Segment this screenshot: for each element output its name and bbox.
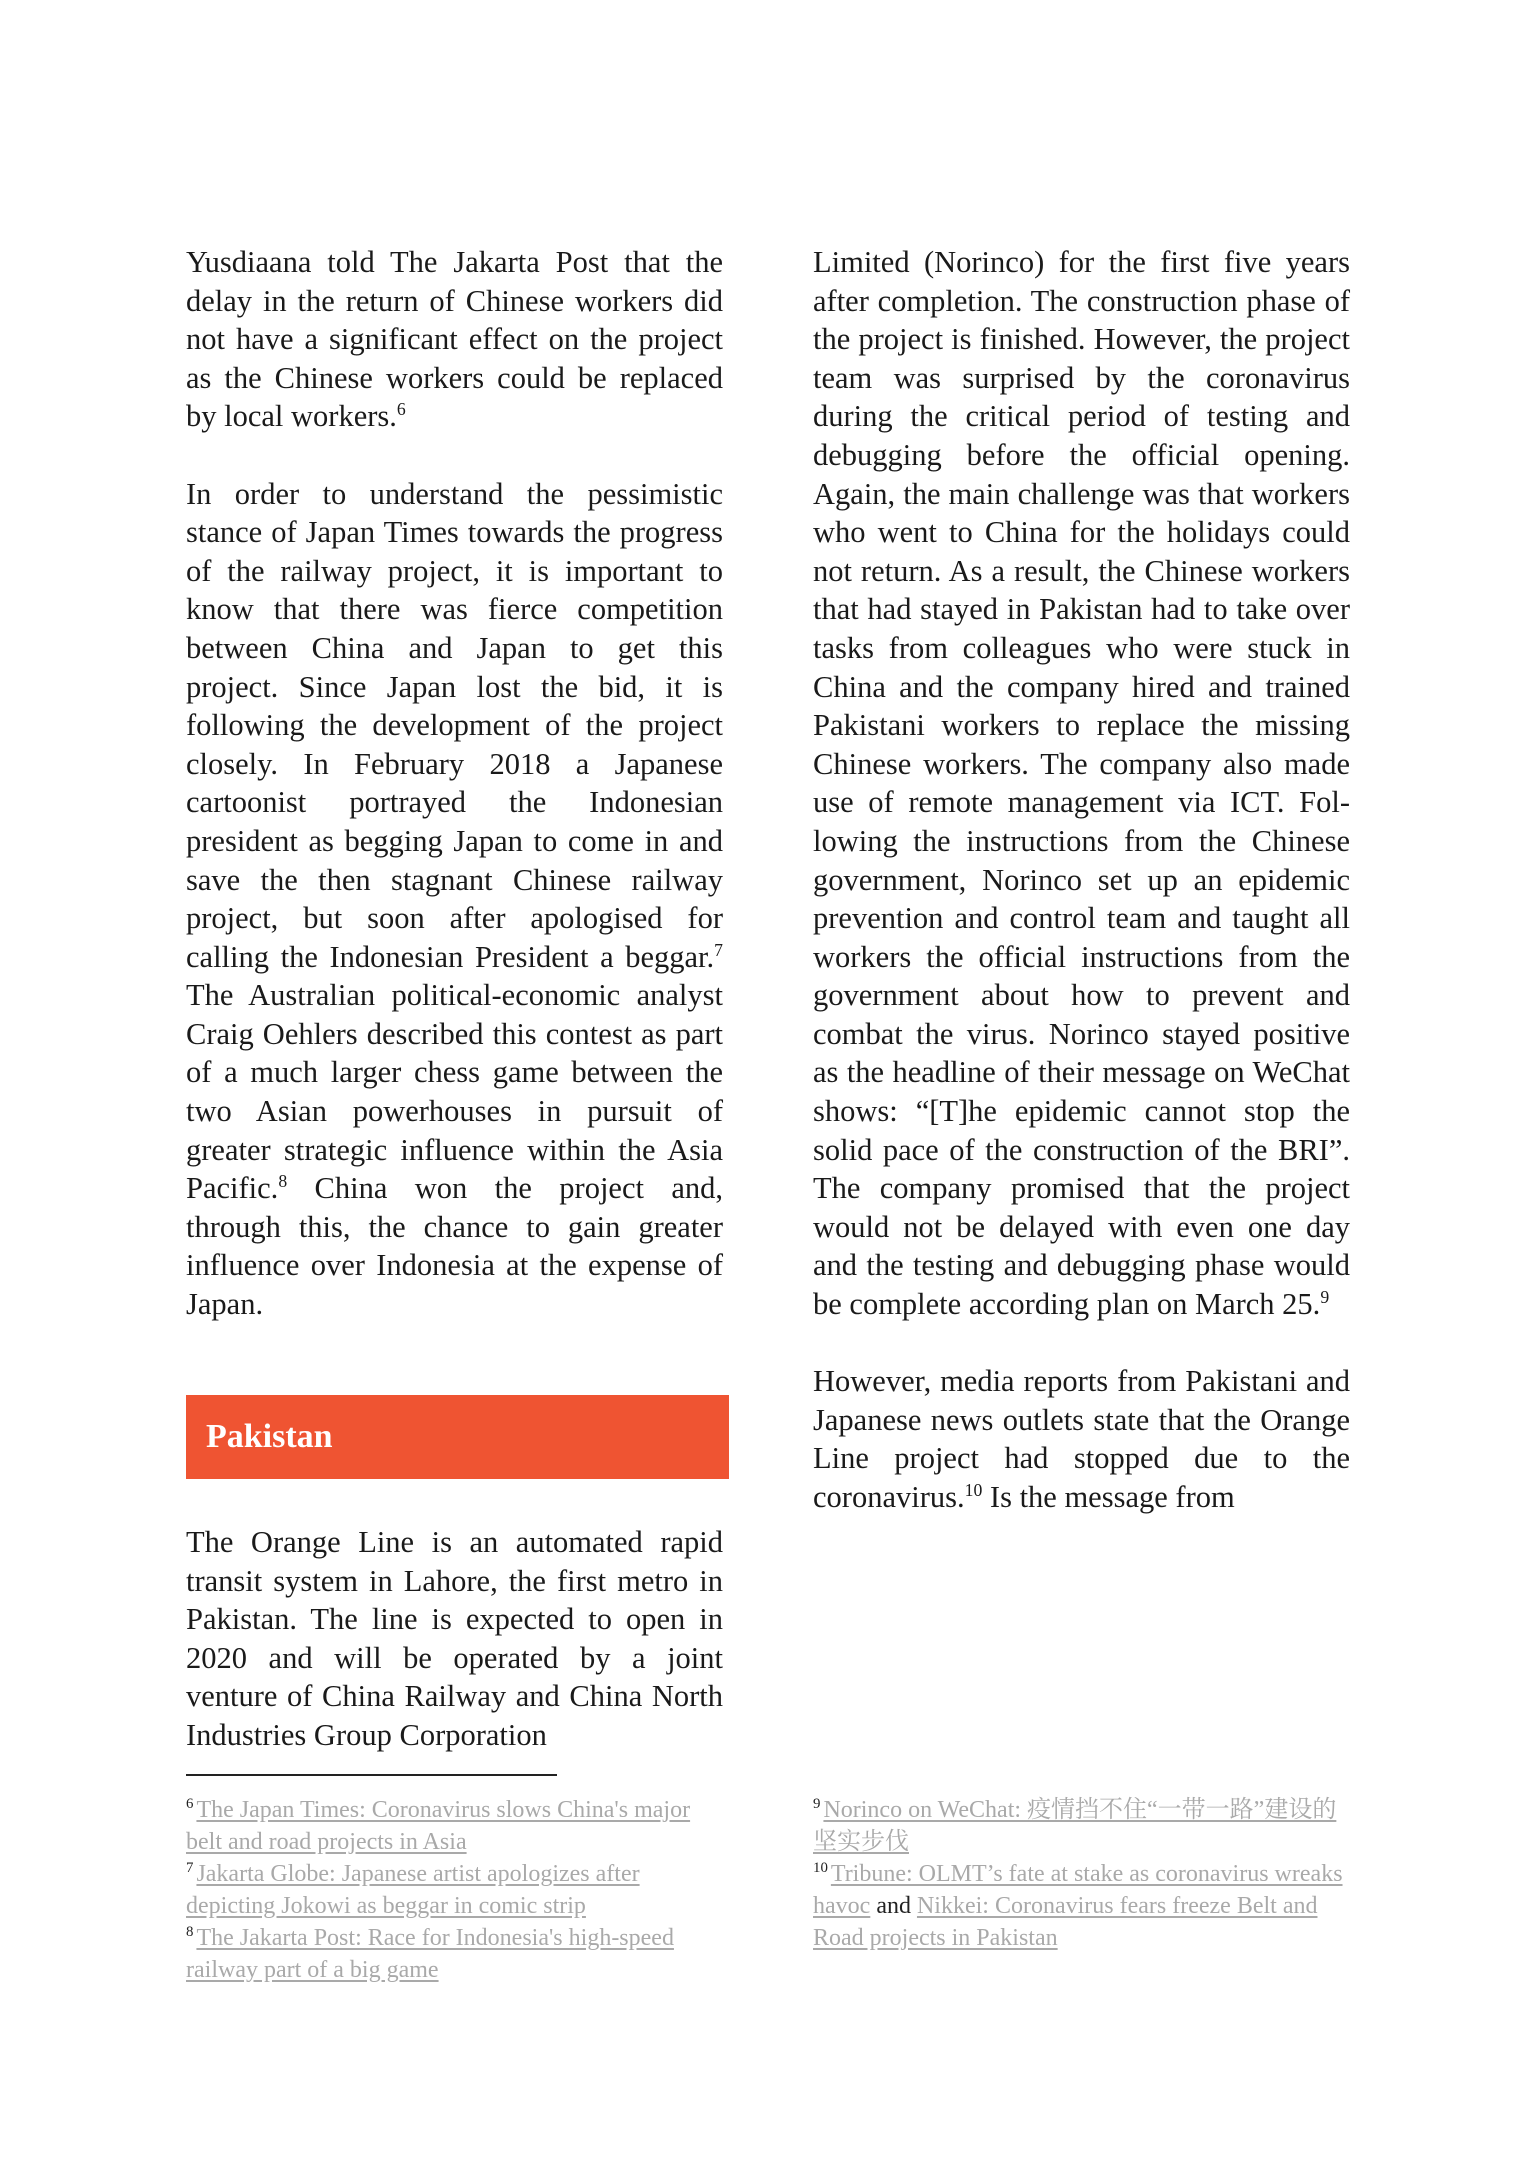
body-paragraph: [813, 1362, 1350, 1516]
footnote-number: 8: [186, 1924, 194, 1940]
paragraph-text: In order to understand the pessimistic stance of Japan Times towards the progress of the railway project, it is important to know that there was fierce competition between China and Japan to get this project. Since Japan lost the bid, it is following the development of the project closely. In February 2018 a Japanese cartoonist portrayed the Indonesian president as begging Japan to come in and save the then stagnant Chinese railway project, but soon after apologised for calling the Indonesian President a beggar.: [186, 476, 723, 974]
footnote-number: 6: [186, 1796, 194, 1812]
footnote-number: 10: [813, 1860, 828, 1876]
footnote-link[interactable]: Jakarta Globe: Japanese artist apologizes after depicting Jokowi as beggar in comic strip: [186, 1861, 640, 1919]
pakistan-section-body: [186, 1523, 723, 1755]
footnotes-left: [186, 1794, 726, 1986]
paragraph-text: Is the message from: [982, 1480, 1235, 1514]
body-paragraph: [186, 243, 723, 436]
paragraph-text: The Orange Line is an automated rapid transit system in Lahore, the first metro in Pakistan. The line is expected to open in 2020 and will be operated by a joint venture of China Railway and China North Industries Group Corporation: [186, 1525, 723, 1752]
footnote-number: 7: [186, 1860, 194, 1876]
footnote-ref[interactable]: 10: [964, 1479, 983, 1500]
footnote-number: 9: [813, 1796, 821, 1812]
left-column: [186, 243, 723, 1324]
paragraph-text: However, media reports from Pakistani and Japanese news outlets state that the Orange Line project had stopped due to the coronavirus.: [813, 1364, 1350, 1514]
footnote-link[interactable]: Tribune: OLMT’s fate at stake as coronavirus wreaks havoc: [813, 1861, 1343, 1919]
section-title: Pakistan: [206, 1418, 333, 1455]
footnote-ref[interactable]: 9: [1320, 1286, 1330, 1307]
footnotes-right: [813, 1794, 1358, 1954]
footnote-link[interactable]: Nikkei: Coronavirus fears freeze Belt and Road projects in Pakistan: [813, 1893, 1318, 1951]
body-paragraph: [186, 1523, 723, 1755]
footnote: [813, 1794, 1358, 1858]
footnote-link[interactable]: Norinco on WeChat: 疫情挡不住“一带一路”建设的坚实步伐: [813, 1797, 1337, 1855]
footnote: [186, 1858, 726, 1922]
footnote-ref[interactable]: 6: [396, 399, 406, 420]
paragraph-text: The Australian political-economic analyst Craig Oehlers described this contest as part of a much larger chess game between the two Asian powerhouses in pursuit of greater strategic influence within the Asia Pacific.: [186, 978, 723, 1206]
footnote-joiner: and: [876, 1893, 911, 1919]
body-paragraph: [813, 243, 1350, 1324]
footnote: [186, 1794, 726, 1858]
paragraph-text: Yusdiaana told The Jakarta Post that the delay in the return of Chinese workers did not have a significant effect on the project as the Chinese workers could be replaced by local workers.: [186, 245, 723, 434]
footnote: [813, 1858, 1358, 1954]
footnote-ref[interactable]: 7: [714, 939, 723, 960]
right-column: [813, 243, 1350, 1517]
section-header-pakistan: [186, 1395, 729, 1479]
footnote-divider: [186, 1774, 557, 1776]
footnote-ref[interactable]: 8: [278, 1171, 288, 1192]
paragraph-text: China won the project and, through this, the chance to gain greater influence over Indonesia at the expense of Japan.: [186, 1171, 723, 1322]
footnote-link[interactable]: The Japan Times: Coronavirus slows China's major belt and road projects in Asia: [186, 1797, 691, 1855]
body-paragraph: [186, 475, 723, 1324]
paragraph-text: Limited (Norinco) for the first five years after completion. The construction phase of the project is finished. However, the project team was surprised by the coronavirus during the critical period of testing and debugging before the official opening. Again, the main challenge was that workers who went to China for the holidays could not return. As a result, the Chinese workers that had stayed in Pakistan had to take over tasks from colleagues who were stuck in China and the company hired and trained Pakistani workers to replace the missing Chinese workers. The company also made use of remote management via ICT. Following the instructions from the Chinese government, Norinco set up an epidemic prevention and control team and taught all workers the official instructions from the government about how to prevent and combat the virus. Norinco stayed positive as the headline of their message on WeChat shows: “[T]he epidemic cannot stop the solid pace of the construction of the BRI”. The company promised that the project would not be delayed with even one day and the testing and debugging phase would be complete according plan on March 25.: [813, 245, 1350, 1322]
footnote: [186, 1922, 726, 1986]
footnote-link[interactable]: The Jakarta Post: Race for Indonesia's high-speed railway part of a big game: [186, 1925, 674, 1983]
